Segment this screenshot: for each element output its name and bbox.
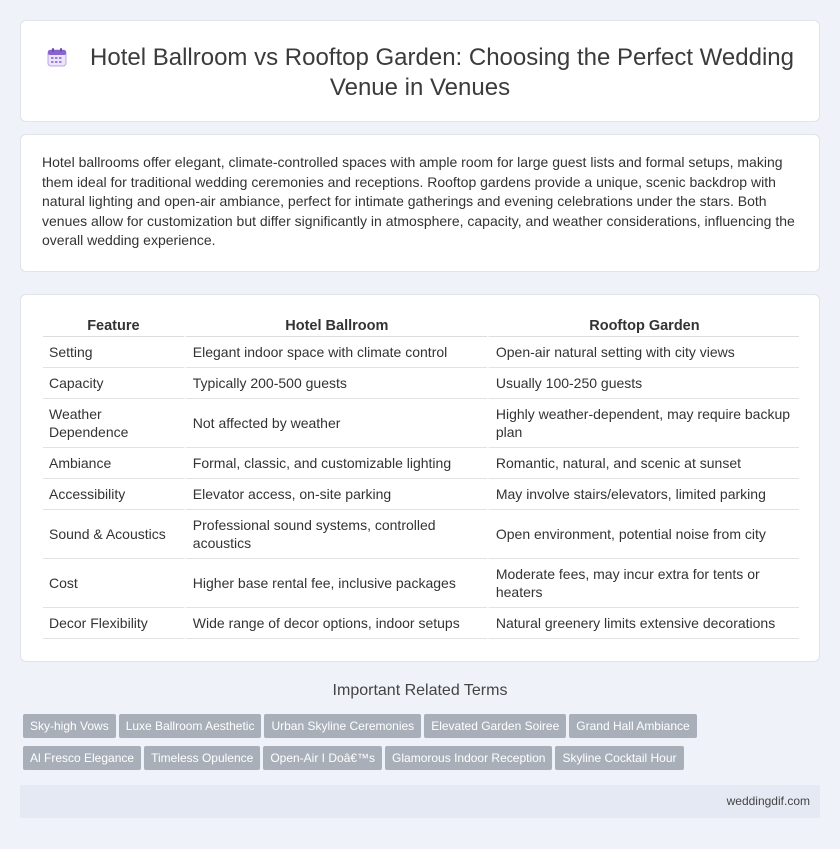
feature-cell: Accessibility bbox=[43, 479, 184, 510]
ballroom-cell: Professional sound systems, controlled acoustics bbox=[184, 510, 487, 559]
description-card bbox=[20, 134, 820, 272]
calendar-icon bbox=[46, 46, 68, 68]
feature-cell: Setting bbox=[43, 337, 184, 368]
table-row bbox=[43, 368, 799, 399]
related-tag[interactable]: Grand Hall Ambiance bbox=[569, 714, 696, 738]
footer-site-link[interactable]: weddingdif.com bbox=[726, 794, 810, 808]
table-row bbox=[43, 559, 799, 608]
feature-cell: Ambiance bbox=[43, 448, 184, 479]
related-tag[interactable]: Sky-high Vows bbox=[23, 714, 116, 738]
related-terms-list bbox=[23, 714, 723, 778]
rooftop-cell: Highly weather-dependent, may require backup plan bbox=[487, 399, 799, 448]
feature-cell: Decor Flexibility bbox=[43, 608, 184, 639]
rooftop-cell: May involve stairs/elevators, limited parking bbox=[487, 479, 799, 510]
feature-cell: Cost bbox=[43, 559, 184, 608]
ballroom-cell: Not affected by weather bbox=[184, 399, 487, 448]
table-row bbox=[43, 479, 799, 510]
ballroom-cell: Formal, classic, and customizable lighting bbox=[184, 448, 487, 479]
rooftop-cell: Natural greenery limits extensive decorations bbox=[487, 608, 799, 639]
table-row bbox=[43, 510, 799, 559]
feature-cell: Capacity bbox=[43, 368, 184, 399]
footer-bar bbox=[20, 785, 820, 818]
table-row bbox=[43, 608, 799, 639]
header-feature: Feature bbox=[43, 315, 184, 337]
description-text: Hotel ballrooms offer elegant, climate-controlled spaces with ample room for large guest lists and formal setups, making them ideal for traditional wedding ceremonies and receptions. Rooftop gardens provide a unique, scenic backdrop with natural lighting and open-air ambiance, perfect for intimate gatherings and evening celebrations under the stars. Both venues allow for customization but differ significantly in atmosphere, capacity, and weather considerations, influencing the overall wedding experience. bbox=[42, 154, 795, 248]
related-tag[interactable]: Timeless Opulence bbox=[144, 746, 260, 770]
rooftop-cell: Usually 100-250 guests bbox=[487, 368, 799, 399]
related-tag[interactable]: Urban Skyline Ceremonies bbox=[264, 714, 421, 738]
related-tag[interactable]: Al Fresco Elegance bbox=[23, 746, 141, 770]
related-tag[interactable]: Luxe Ballroom Aesthetic bbox=[119, 714, 262, 738]
rooftop-cell: Moderate fees, may incur extra for tents or heaters bbox=[487, 559, 799, 608]
page-title-wrap bbox=[21, 43, 819, 103]
header-rooftop-garden: Rooftop Garden bbox=[487, 315, 799, 337]
ballroom-cell: Wide range of decor options, indoor setups bbox=[184, 608, 487, 639]
related-terms-title: Important Related Terms bbox=[332, 682, 508, 699]
ballroom-cell: Elevator access, on-site parking bbox=[184, 479, 487, 510]
related-tag[interactable]: Elevated Garden Soiree bbox=[424, 714, 566, 738]
header-hotel-ballroom: Hotel Ballroom bbox=[184, 315, 487, 337]
feature-cell: Weather Dependence bbox=[43, 399, 184, 448]
comparison-card bbox=[20, 294, 820, 662]
comparison-table bbox=[43, 315, 799, 639]
table-row bbox=[43, 399, 799, 448]
table-row bbox=[43, 448, 799, 479]
title-card bbox=[20, 20, 820, 122]
feature-cell: Sound & Acoustics bbox=[43, 510, 184, 559]
related-tag[interactable]: Open-Air I Doâ€™s bbox=[263, 746, 382, 770]
table-header-row bbox=[43, 315, 799, 337]
ballroom-cell: Elegant indoor space with climate control bbox=[184, 337, 487, 368]
page-title: Hotel Ballroom vs Rooftop Garden: Choosing the Perfect Wedding Venue in Venues bbox=[90, 44, 794, 101]
ballroom-cell: Higher base rental fee, inclusive packages bbox=[184, 559, 487, 608]
related-tag[interactable]: Skyline Cocktail Hour bbox=[555, 746, 683, 770]
table-row bbox=[43, 337, 799, 368]
rooftop-cell: Romantic, natural, and scenic at sunset bbox=[487, 448, 799, 479]
ballroom-cell: Typically 200-500 guests bbox=[184, 368, 487, 399]
rooftop-cell: Open environment, potential noise from city bbox=[487, 510, 799, 559]
related-tag[interactable]: Glamorous Indoor Reception bbox=[385, 746, 552, 770]
rooftop-cell: Open-air natural setting with city views bbox=[487, 337, 799, 368]
